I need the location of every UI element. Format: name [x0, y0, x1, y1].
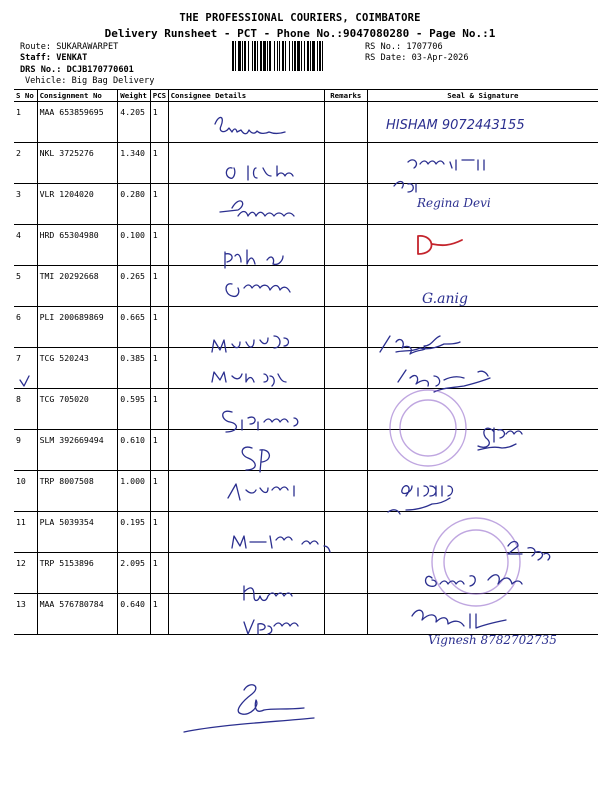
- route-label: Route:: [20, 42, 52, 52]
- row-remarks: [324, 266, 367, 307]
- col-header-consignment: Consignment No: [37, 90, 118, 102]
- row-weight: 0.195: [118, 512, 151, 553]
- rs-date-line: [365, 53, 469, 63]
- row-consignment-no: NKL 3725276: [37, 143, 118, 184]
- barcode-bar: [292, 41, 293, 71]
- row-remarks: [324, 143, 367, 184]
- row-consignee-details: [168, 143, 324, 184]
- row-seal-signature: [367, 430, 598, 471]
- table-row: [14, 307, 598, 348]
- row-pcs: 1: [150, 471, 168, 512]
- row-seal-signature: [367, 553, 598, 594]
- table-row: [14, 594, 598, 635]
- row-pcs: 1: [150, 266, 168, 307]
- barcode-bar: [274, 41, 275, 71]
- barcode-bar: [289, 41, 290, 71]
- table-row: [14, 553, 598, 594]
- row-remarks: [324, 225, 367, 266]
- barcode: [232, 41, 360, 71]
- table-row: [14, 430, 598, 471]
- row-sno: 2: [14, 143, 37, 184]
- table-row: [14, 389, 598, 430]
- barcode-bar: [319, 41, 321, 71]
- table-row: [14, 471, 598, 512]
- row-sno: 13: [14, 594, 37, 635]
- row-pcs: 1: [150, 594, 168, 635]
- row-sno: 3: [14, 184, 37, 225]
- barcode-bar: [301, 41, 302, 71]
- row-remarks: [324, 348, 367, 389]
- col-header-weight: Weight: [118, 90, 151, 102]
- row-consignee-details: [168, 512, 324, 553]
- row-remarks: [324, 389, 367, 430]
- row-consignment-no: MAA 576780784: [37, 594, 118, 635]
- barcode-bar: [248, 41, 249, 71]
- row-consignment-no: TRP 8007508: [37, 471, 118, 512]
- table-row: [14, 225, 598, 266]
- row-seal-signature: [367, 102, 598, 143]
- row-consignee-details: [168, 184, 324, 225]
- row-pcs: 1: [150, 225, 168, 266]
- row-pcs: 1: [150, 102, 168, 143]
- row-sno: 10: [14, 471, 37, 512]
- drs-value: DCJB170770601: [66, 65, 134, 75]
- seal-signature-5: G.anig: [422, 291, 468, 307]
- col-header-remarks: Remarks: [324, 90, 367, 102]
- row-pcs: 1: [150, 143, 168, 184]
- row-seal-signature: [367, 512, 598, 553]
- row-sno: 8: [14, 389, 37, 430]
- barcode-bar: [277, 41, 278, 71]
- table-row: [14, 102, 598, 143]
- barcode-bar: [263, 41, 266, 71]
- staff-label: Staff:: [20, 53, 52, 63]
- rs-no-label: RS No.:: [365, 42, 402, 52]
- row-pcs: 1: [150, 430, 168, 471]
- row-pcs: 1: [150, 348, 168, 389]
- row-weight: 1.000: [118, 471, 151, 512]
- row-consignment-no: SLM 392669494: [37, 430, 118, 471]
- barcode-bar: [294, 41, 296, 71]
- table-row: [14, 184, 598, 225]
- row-consignee-details: [168, 102, 324, 143]
- vehicle-line: [25, 76, 154, 86]
- barcode-bar: [282, 41, 284, 71]
- drs-label: DRS No.:: [20, 65, 62, 75]
- barcode-bar: [317, 41, 318, 71]
- row-pcs: 1: [150, 307, 168, 348]
- row-remarks: [324, 430, 367, 471]
- row-pcs: 1: [150, 184, 168, 225]
- barcode-bar: [285, 41, 286, 71]
- row-seal-signature: [367, 348, 598, 389]
- row-pcs: 1: [150, 512, 168, 553]
- route-value: SUKARAWARPET: [56, 42, 119, 52]
- row-consignment-no: TCG 520243: [37, 348, 118, 389]
- row-weight: 0.385: [118, 348, 151, 389]
- row-weight: 2.095: [118, 553, 151, 594]
- vehicle-value: Big Bag Delivery: [71, 76, 155, 86]
- col-header-consignee: Consignee Details: [168, 90, 324, 102]
- row-seal-signature: [367, 266, 598, 307]
- row-seal-signature: [367, 143, 598, 184]
- barcode-bar: [269, 41, 271, 71]
- rs-no-line: [365, 42, 443, 52]
- row-seal-signature: [367, 389, 598, 430]
- table-row: [14, 266, 598, 307]
- row-consignee-details: [168, 594, 324, 635]
- row-consignment-no: TRP 5153896: [37, 553, 118, 594]
- row-consignee-details: [168, 389, 324, 430]
- row-remarks: [324, 512, 367, 553]
- row-seal-signature: [367, 307, 598, 348]
- row-remarks: [324, 307, 367, 348]
- rs-no-value: 1707706: [406, 42, 443, 52]
- drs-line: [20, 65, 134, 75]
- row-consignee-details: [168, 430, 324, 471]
- barcode-bar: [267, 41, 268, 71]
- row-weight: 1.340: [118, 143, 151, 184]
- row-pcs: 1: [150, 389, 168, 430]
- row-sno: 4: [14, 225, 37, 266]
- row-consignee-details: [168, 266, 324, 307]
- row-remarks: [324, 102, 367, 143]
- rs-date-value: 03-Apr-2026: [411, 53, 469, 63]
- row-seal-signature: [367, 184, 598, 225]
- barcode-bar: [257, 41, 258, 71]
- barcode-bar: [322, 41, 323, 71]
- col-header-pcs: PCS: [150, 90, 168, 102]
- table-row: [14, 512, 598, 553]
- row-consignment-no: VLR 1204020: [37, 184, 118, 225]
- row-consignment-no: PLA 5039354: [37, 512, 118, 553]
- barcode-bar: [310, 41, 311, 71]
- row-remarks: [324, 594, 367, 635]
- row-consignee-details: [168, 348, 324, 389]
- row-sno: 7: [14, 348, 37, 389]
- row-remarks: [324, 471, 367, 512]
- row-seal-signature: [367, 225, 598, 266]
- staff-line: [20, 53, 87, 63]
- col-header-sno: S No: [14, 90, 37, 102]
- row-consignment-no: HRD 65304980: [37, 225, 118, 266]
- route-line: [20, 42, 118, 52]
- seal-signature-1: HISHAM 9072443155: [386, 118, 525, 133]
- company-title: THE PROFESSIONAL COURIERS, COIMBATORE: [179, 12, 421, 24]
- col-header-seal: Seal & Signature: [367, 90, 598, 102]
- barcode-bar: [232, 41, 234, 71]
- table-row: [14, 143, 598, 184]
- barcode-bar: [242, 41, 243, 71]
- row-sno: 1: [14, 102, 37, 143]
- barcode-bar: [235, 41, 236, 71]
- row-weight: 0.665: [118, 307, 151, 348]
- row-weight: 0.595: [118, 389, 151, 430]
- row-consignee-details: [168, 471, 324, 512]
- barcode-bar: [307, 41, 309, 71]
- row-consignment-no: MAA 653859695: [37, 102, 118, 143]
- row-sno: 12: [14, 553, 37, 594]
- row-seal-signature: [367, 594, 598, 635]
- vehicle-label: Vehicle:: [25, 76, 67, 86]
- row-consignee-details: [168, 225, 324, 266]
- row-weight: 4.205: [118, 102, 151, 143]
- table-row: [14, 348, 598, 389]
- barcode-bar: [304, 41, 305, 71]
- table-header-row: [14, 90, 598, 102]
- seal-signature-13: Vignesh 8782702735: [428, 633, 557, 647]
- row-sno: 9: [14, 430, 37, 471]
- row-consignee-details: [168, 307, 324, 348]
- rs-date-label: RS Date:: [365, 53, 407, 63]
- runsheet-subtitle: Delivery Runsheet - PCT - Phone No.:9047080280 - Page No.:1: [104, 27, 496, 40]
- barcode-bar: [252, 41, 253, 71]
- row-remarks: [324, 553, 367, 594]
- row-sno: 5: [14, 266, 37, 307]
- row-seal-signature: [367, 471, 598, 512]
- barcode-bar: [260, 41, 262, 71]
- row-weight: 0.100: [118, 225, 151, 266]
- barcode-bar: [297, 41, 300, 71]
- staff-value: VENKAT: [56, 53, 88, 63]
- runsheet-table: [14, 89, 598, 635]
- row-consignment-no: TCG 705020: [37, 389, 118, 430]
- barcode-bar: [279, 41, 280, 71]
- barcode-bar: [312, 41, 315, 71]
- row-consignment-no: PLI 200689869: [37, 307, 118, 348]
- row-weight: 0.265: [118, 266, 151, 307]
- row-consignee-details: [168, 553, 324, 594]
- barcode-bar: [244, 41, 246, 71]
- row-remarks: [324, 184, 367, 225]
- supervisor-signature: [184, 685, 314, 732]
- row-weight: 0.640: [118, 594, 151, 635]
- barcode-bar: [238, 41, 241, 71]
- row-pcs: 1: [150, 553, 168, 594]
- row-sno: 11: [14, 512, 37, 553]
- barcode-bar: [254, 41, 256, 71]
- row-sno: 6: [14, 307, 37, 348]
- row-consignment-no: TMI 20292668: [37, 266, 118, 307]
- row-weight: 0.280: [118, 184, 151, 225]
- row-weight: 0.610: [118, 430, 151, 471]
- seal-signature-3: Regina Devi: [417, 196, 491, 210]
